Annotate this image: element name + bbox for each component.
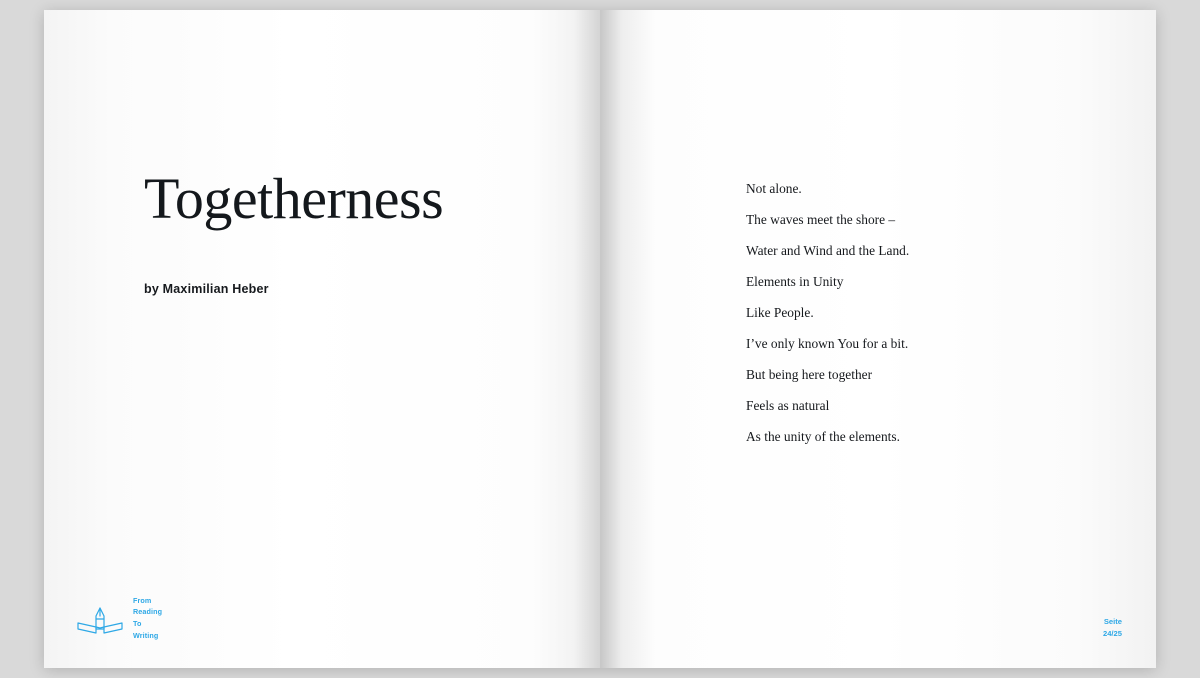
page-title: Togetherness xyxy=(144,166,444,231)
poem-line: Feels as natural xyxy=(746,398,830,413)
brand-logo xyxy=(76,595,162,643)
right-page xyxy=(600,10,1156,668)
book-spread xyxy=(44,10,1156,668)
brand-line-3: To xyxy=(133,619,142,629)
author-byline: by Maximilian Heber xyxy=(144,282,269,296)
poem-text xyxy=(746,182,1106,461)
gutter-shadow xyxy=(600,10,622,668)
brand-tagline xyxy=(133,595,162,643)
page-folio xyxy=(1103,616,1122,640)
poem-line: Elements in Unity xyxy=(746,274,844,289)
brand-line-4: Writing xyxy=(133,631,159,641)
open-book-with-pencil-icon xyxy=(76,597,124,639)
poem-line: As the unity of the elements. xyxy=(746,429,900,444)
poem-line: Like People. xyxy=(746,305,814,320)
poem-line: The waves meet the shore – xyxy=(746,212,896,227)
left-page xyxy=(44,10,600,668)
folio-numbers: 24/25 xyxy=(1102,628,1122,638)
folio-label: Seite xyxy=(1103,616,1122,626)
poem-line: Not alone. xyxy=(746,181,802,196)
poem-line: Water and Wind and the Land. xyxy=(746,243,910,258)
gutter-shadow xyxy=(574,10,600,668)
poem-line: I’ve only known You for a bit. xyxy=(746,336,909,351)
brand-line-1: From xyxy=(133,595,152,605)
poem-line: But being here together xyxy=(746,367,873,382)
brand-line-2: Reading xyxy=(133,607,163,617)
